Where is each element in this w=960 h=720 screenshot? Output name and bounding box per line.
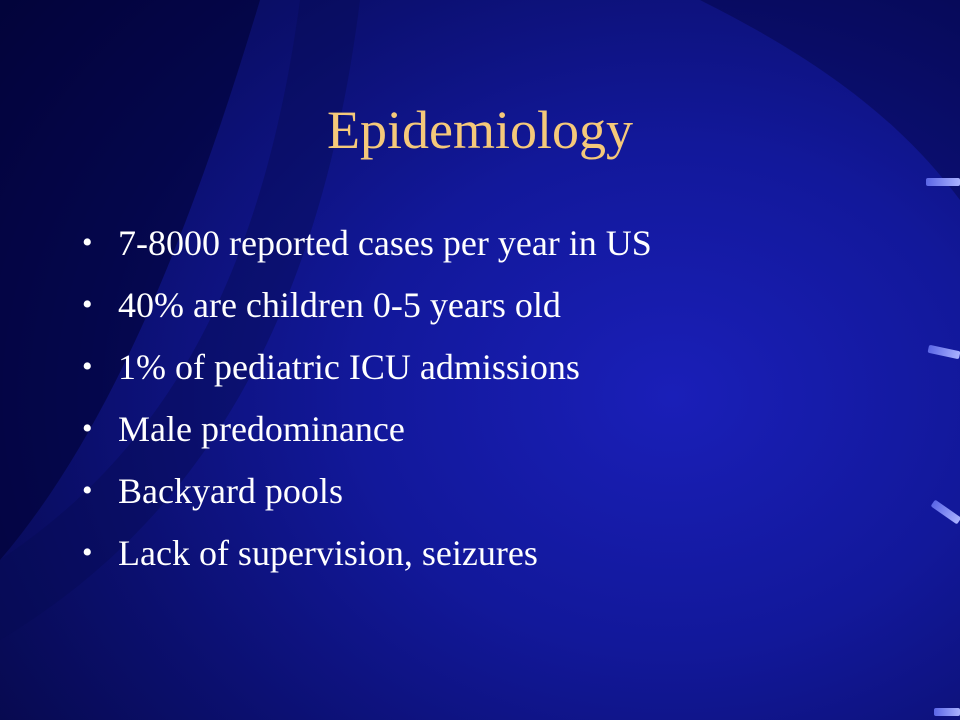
bullet-item-2	[82, 274, 652, 336]
bullet-glyph: •	[82, 226, 93, 259]
bullet-glyph: •	[82, 350, 93, 383]
bullet-item-6	[82, 522, 652, 584]
bullet-text: 7-8000 reported cases per year in US	[118, 223, 652, 263]
bullet-item-3	[82, 336, 652, 398]
edge-mark-4	[934, 708, 960, 716]
bullet-item-1	[82, 212, 652, 274]
slide-title: Epidemiology	[327, 100, 633, 160]
bullet-text: Male predominance	[118, 409, 405, 449]
bullet-list	[82, 212, 652, 584]
bullet-text: Lack of supervision, seizures	[118, 533, 538, 573]
bullet-text: 40% are children 0-5 years old	[118, 285, 561, 325]
edge-mark-1	[926, 178, 960, 186]
bullet-glyph: •	[82, 536, 93, 569]
bullet-glyph: •	[82, 288, 93, 321]
bullet-item-4	[82, 398, 652, 460]
bullet-text: 1% of pediatric ICU admissions	[118, 347, 580, 387]
bullet-text: Backyard pools	[118, 471, 343, 511]
bullet-glyph: •	[82, 412, 93, 445]
bullet-item-5	[82, 460, 652, 522]
bullet-glyph: •	[82, 474, 93, 507]
